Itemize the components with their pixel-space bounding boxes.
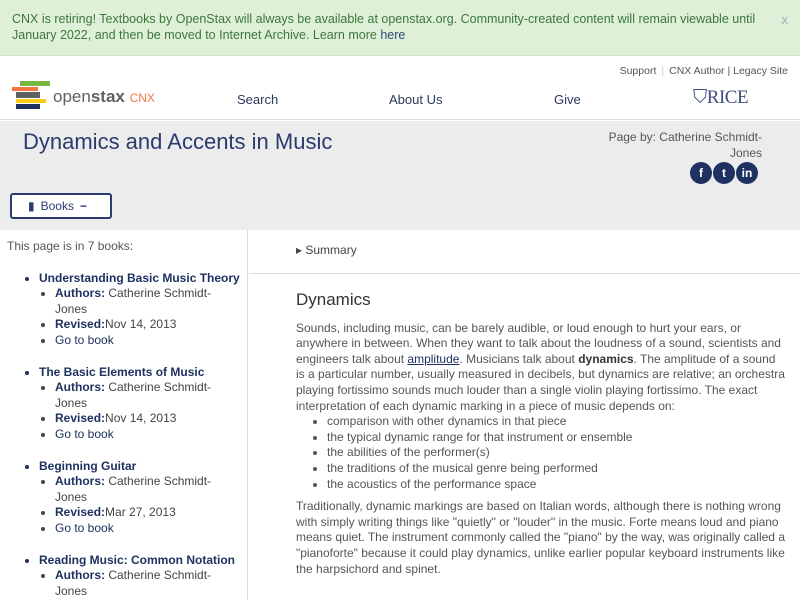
go-to-book-item xyxy=(55,521,240,537)
paragraph-2: Traditionally, dynamic markings are based on Italian words, although there is nothing wrong with simply writing things like "quietly" or "louder" in the music. Forte means loud and piano means quiet. The instrument commonly called the "piano" by the way, was originally called a "pianoforte" because it could play dynamics, unlike earlier popular keyboard instruments like the harpsichord and spinet. xyxy=(296,499,785,576)
cnx-author-link[interactable]: CNX Author xyxy=(669,65,725,77)
social-links xyxy=(690,162,758,184)
book-icon: ▮ xyxy=(28,199,35,213)
twitter-icon[interactable]: t xyxy=(713,162,735,184)
authors-label: Authors: xyxy=(55,568,105,583)
support-link[interactable]: Support xyxy=(619,65,657,77)
top-links: Support | CNX Author | Legacy Site xyxy=(619,65,788,77)
section-heading: Dynamics xyxy=(296,290,371,309)
summary-label: Summary xyxy=(305,243,357,257)
authors-value: Catherine Schmidt-Jones xyxy=(55,568,212,598)
list-item: • the traditions of the musical genre being performed xyxy=(327,461,786,477)
books-sidebar xyxy=(0,230,248,600)
book-item xyxy=(39,271,240,349)
go-to-book-item xyxy=(55,333,240,349)
books-toggle-button[interactable] xyxy=(10,193,112,219)
list-item: • the typical dynamic range for that instrument or ensemble xyxy=(327,430,786,446)
site-header xyxy=(0,58,800,120)
revised-value: Nov 14, 2013 xyxy=(105,317,177,332)
authors-value: Catherine Schmidt-Jones xyxy=(55,380,212,410)
go-to-book-item xyxy=(55,427,240,443)
logo-open: open xyxy=(53,87,91,106)
nav-about-us[interactable]: About Us xyxy=(389,92,443,107)
logo-cnx: CNX xyxy=(129,91,155,105)
legacy-site-link[interactable]: Legacy Site xyxy=(733,65,788,77)
go-to-book-link[interactable]: Go to book xyxy=(55,426,114,441)
openstax-cnx-logo[interactable] xyxy=(12,81,192,111)
minus-icon: − xyxy=(79,199,87,213)
main-content xyxy=(296,292,786,577)
books-intro: This page is in 7 books: xyxy=(7,239,134,253)
retirement-banner xyxy=(0,0,800,56)
go-to-book-link[interactable]: Go to book xyxy=(55,332,114,347)
summary-toggle[interactable]: ▸ Summary xyxy=(249,230,800,274)
book-authors xyxy=(55,568,240,599)
book-authors xyxy=(55,380,240,411)
book-revised xyxy=(55,505,240,521)
close-banner-button[interactable]: x xyxy=(781,12,788,27)
revised-value: Nov 14, 2013 xyxy=(105,411,177,426)
revised-label: Revised: xyxy=(55,411,106,426)
facebook-icon[interactable]: f xyxy=(690,162,712,184)
book-revised xyxy=(55,411,240,427)
banner-text: CNX is retiring! Textbooks by OpenStax will always be available at openstax.org. Community-created content will remain viewable until January 2022, and then be moved to Internet Archive. Learn more xyxy=(12,12,756,42)
book-title-link[interactable]: The Basic Elements of Music xyxy=(39,364,205,379)
page-by: Page by: Catherine Schmidt-Jones xyxy=(608,130,762,160)
learn-more-link[interactable]: here xyxy=(380,28,406,42)
nav-give[interactable]: Give xyxy=(554,92,581,107)
list-item: • comparison with other dynamics in that piece xyxy=(327,414,786,430)
book-title-link[interactable]: Understanding Basic Music Theory xyxy=(39,270,240,285)
paragraph-1 xyxy=(296,321,786,415)
book-authors xyxy=(55,286,240,317)
logo-stax: stax xyxy=(90,87,125,106)
authors-label: Authors: xyxy=(55,474,105,489)
page-title-band xyxy=(0,121,800,230)
rice-logo[interactable] xyxy=(693,87,748,109)
page-title: Dynamics and Accents in Music xyxy=(23,129,333,154)
rice-text: RICE xyxy=(706,87,749,108)
dynamics-term: dynamics xyxy=(578,351,634,366)
nav-search[interactable]: Search xyxy=(237,92,279,107)
revised-label: Revised: xyxy=(55,505,106,520)
book-title-link[interactable]: Reading Music: Common Notation xyxy=(39,552,235,567)
authors-label: Authors: xyxy=(55,380,105,395)
book-item xyxy=(39,553,240,600)
list-item: • the abilities of the performer(s) xyxy=(327,445,786,461)
book-item xyxy=(39,459,240,537)
go-to-book-link[interactable]: Go to book xyxy=(55,520,114,535)
linkedin-icon[interactable]: in xyxy=(736,162,758,184)
books-label: Books xyxy=(40,199,74,213)
p1-text: . Musicians talk about xyxy=(459,351,579,366)
p1-text: Sounds, including music, can be barely audible, or loud enough to hurt your ears, or anywhere in between. When they want to talk about the loudness of a sound, scientists and engineers talk about xyxy=(296,320,781,366)
book-revised xyxy=(55,317,240,333)
authors-value: Catherine Schmidt-Jones xyxy=(55,474,212,504)
factors-list xyxy=(327,414,786,492)
rice-shield-icon: ⛉ xyxy=(693,87,707,108)
authors-value: Catherine Schmidt-Jones xyxy=(55,286,212,316)
authors-label: Authors: xyxy=(55,286,105,301)
book-authors xyxy=(55,474,240,505)
amplitude-link[interactable]: amplitude xyxy=(407,351,460,366)
revised-label: Revised: xyxy=(55,317,106,332)
list-item: • the acoustics of the performance space xyxy=(327,477,786,493)
p1-text: . The amplitude of a sound is a particular number, usually measured in decibels, but dynamics are relative; an orchestra playing fortissimo sounds much louder than a single violin playing fortissimo. The exact interpretation of each dynamic marking in a piece of music depends on: xyxy=(296,351,785,413)
revised-value: Mar 27, 2013 xyxy=(105,505,176,520)
book-title-link[interactable]: Beginning Guitar xyxy=(39,458,137,473)
book-item xyxy=(39,365,240,443)
